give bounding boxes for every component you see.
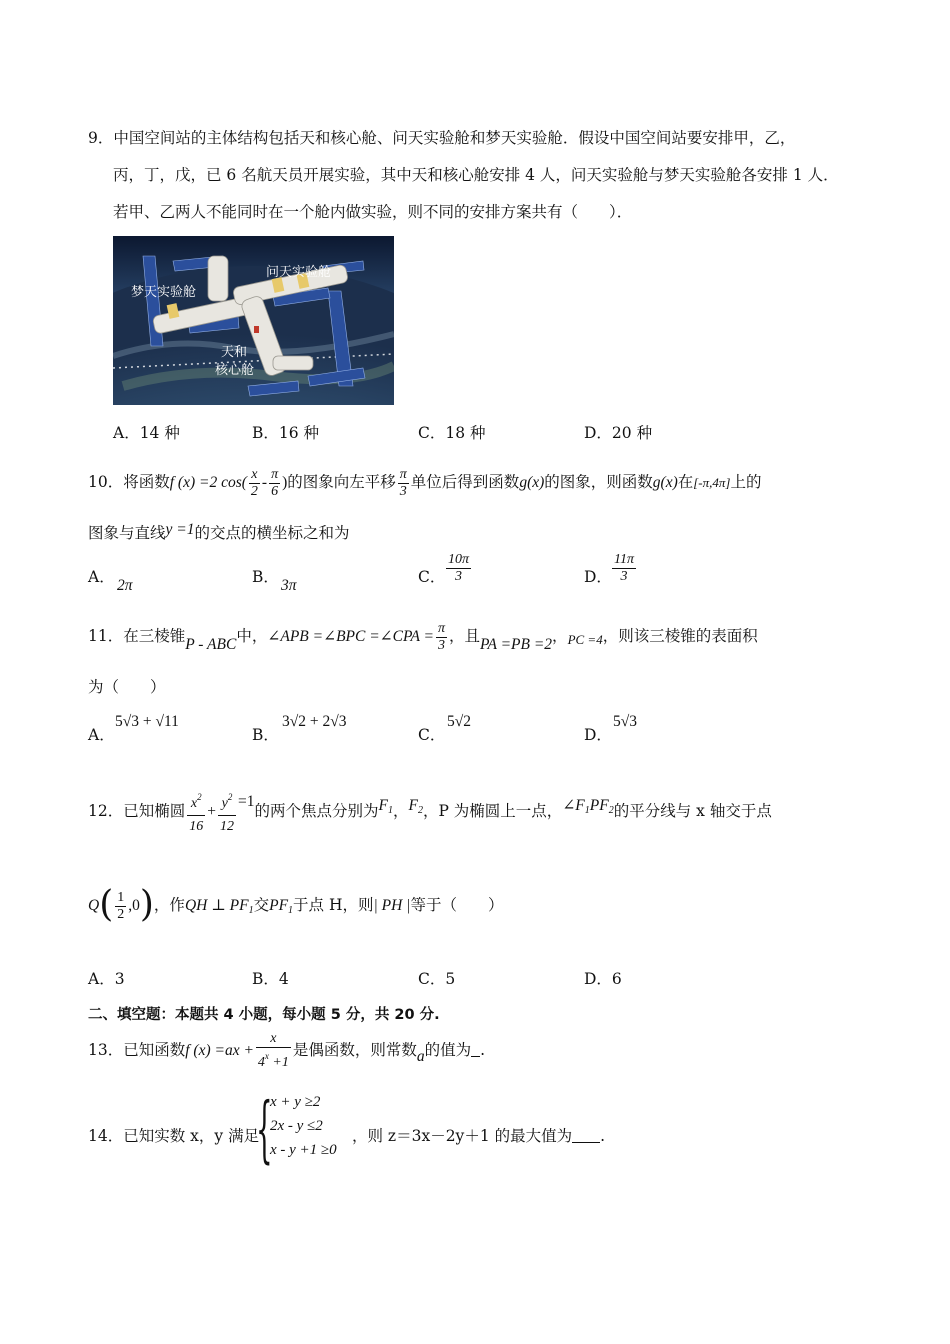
q13-den-tail: +1 [268, 1055, 289, 1070]
q11-opt-d-label: D． [584, 726, 612, 744]
q13-line [88, 1026, 485, 1074]
label-wentian: 问天实验舱 [266, 265, 332, 280]
q10-opt-c-label: C． [418, 568, 446, 586]
q12-f1: F [378, 797, 388, 814]
q12-qh-sub: 1 [248, 905, 254, 916]
label-tianhe-2: 核心舱 [215, 363, 255, 378]
q13-tail: 的值为 [424, 1041, 472, 1059]
q10-opt-a-label: A． [88, 568, 115, 586]
q11-pa: PA =PB =2 [480, 636, 553, 653]
q10-line2-a: 图象与直线 [88, 524, 166, 542]
q14-constraint-2: 2x - y ≤2 [270, 1118, 323, 1134]
q10-mid1: 的图象向左平移 [287, 473, 396, 491]
q12-sep: ， [392, 802, 409, 820]
q11-opt-a-label: A． [88, 726, 115, 744]
q11-line2: 为（ ） [88, 678, 166, 696]
q11-pc: PC =4 [567, 632, 603, 647]
q11-frac-num: π [438, 620, 446, 636]
label-mengtian: 梦天实验舱 [131, 285, 197, 300]
q10-prefix: 10．将函数 [88, 473, 170, 491]
q12-e-num1: x [190, 796, 198, 811]
q12-option-c: C．5 [418, 970, 456, 988]
q12-sq2: 2 [227, 792, 233, 802]
q12-f1-sub: 1 [387, 805, 393, 816]
q11-angles: ∠APB =∠BPC =∠CPA = [267, 628, 434, 645]
q10-minus: - [261, 474, 268, 491]
q10-opt-d-label: D． [584, 568, 612, 586]
q12-q-den: 2 [117, 906, 125, 922]
q11-opt-d: 5√3 [613, 713, 638, 730]
space-station-image [113, 236, 394, 405]
q12-angle-sub2: 2 [608, 805, 614, 816]
q9-option-d: D．20 种 [584, 424, 653, 442]
q12-pf: PF [269, 897, 289, 914]
q10-opt-d-num: 11π [614, 552, 634, 567]
q11-opt-b-label: B． [252, 726, 279, 744]
label-tianhe-1: 天和 [221, 345, 248, 360]
q12-pf-sub: 1 [288, 905, 294, 916]
q14-tail: ，则 z＝3x－2y＋1 的最大值为 [352, 1127, 573, 1145]
q12-angle-sub1: 1 [584, 805, 590, 816]
q14-brace: { [256, 1085, 273, 1171]
q9-line1: 9．中国空间站的主体结构包括天和核心舱、问天实验舱和梦天实验舱．假设中国空间站要安排甲，乙， [88, 129, 796, 147]
q13-mid: 是偶函数，则常数 [292, 1041, 417, 1059]
q10-frac3-num: π [399, 466, 407, 482]
q13-den: 4 [257, 1055, 265, 1070]
q10-line2-eq: y =1 [165, 521, 195, 538]
q11-mid1: 中， [236, 627, 268, 645]
q10-f-lhs: f (x) =2 cos( [169, 474, 247, 491]
q12-mid3: 的平分线与 x 轴交于点 [613, 802, 772, 820]
q12-line2-b: 交 [253, 896, 270, 914]
q12-q-label: Q [88, 897, 100, 914]
q14-constraint-3: x - y +1 ≥0 [270, 1142, 337, 1158]
q10-line2-b: 的交点的横坐标之和为 [194, 524, 350, 542]
q10-g2: g(x) [652, 474, 678, 491]
q11-opt-b: 3√2 + 2√3 [282, 713, 347, 730]
q10-opt-d [610, 552, 638, 585]
q10-line1 [88, 460, 762, 504]
q12-line2-c: 于点 H，则 [293, 896, 374, 914]
q10-frac2-den: 6 [271, 483, 279, 499]
q10-mid2: 单位后得到函数 [410, 473, 520, 491]
q12-sq1: 2 [197, 792, 202, 802]
q11-line1 [88, 614, 758, 658]
q13-a: a [416, 1048, 425, 1065]
q9-option-b: B．16 种 [252, 424, 320, 442]
q13-num: x [256, 1031, 291, 1048]
q13-den-sup: x [264, 1051, 269, 1061]
q12-e-num2: y [221, 796, 228, 811]
q11-opt-c: 5√2 [447, 713, 472, 730]
q12-mid2: ，P 为椭圆上一点， [422, 802, 563, 820]
q11-opt-a: 5√3 + √11 [115, 713, 179, 730]
q11-tail: ，则该三棱锥的表面积 [602, 627, 758, 645]
q12-prefix: 12．已知椭圆 [88, 802, 186, 820]
q13-answer-blank[interactable] [471, 1056, 480, 1057]
q14-end: . [600, 1127, 606, 1145]
q12-line2-a: ，作 [153, 896, 185, 914]
q12-q-num: 1 [117, 889, 125, 905]
q10-opt-c [444, 552, 473, 585]
q12-option-b: B．4 [252, 970, 289, 988]
q10-opt-d-den: 3 [620, 569, 628, 584]
q14-prefix: 14．已知实数 x，y 满足 [88, 1127, 260, 1145]
q10-frac2-num: π [271, 466, 279, 482]
q12-option-a: A．3 [88, 970, 125, 988]
q12-e-den2: 12 [219, 819, 234, 834]
q9-line2: 丙，丁，戊，已 6 名航天员开展实验，其中天和核心舱安排 4 人，问天实验舱与梦天实验舱各安排 1 人． [113, 166, 839, 184]
q9-option-a: A．14 种 [113, 424, 180, 442]
q14-tail-line [352, 1125, 605, 1147]
q10-opt-a: 2π [117, 577, 133, 594]
q12-angle-mid: PF [589, 797, 609, 814]
q11-comma: ， [552, 627, 568, 645]
q10-g1: g(x) [519, 474, 545, 491]
q12-eq1: =1 [237, 793, 255, 810]
q12-line1 [88, 770, 772, 834]
q14-constraint-1: x + y ≥2 [270, 1094, 321, 1110]
q12-ph: | PH | [373, 897, 411, 914]
q14-answer-blank[interactable] [572, 1142, 600, 1143]
q12-mid1: 的两个焦点分别为 [254, 802, 379, 820]
q10-interval: [-π,4π] [693, 475, 731, 490]
q12-plus: + [207, 803, 216, 820]
q10-frac1-num: x [249, 467, 260, 484]
q11-frac-den: 3 [438, 637, 445, 653]
q12-qh: QH ⊥ PF [184, 897, 249, 914]
q13-end: . [480, 1041, 486, 1059]
q13-f: f (x) =ax + [185, 1042, 254, 1059]
q10-line2 [88, 519, 350, 544]
q12-line2: Q( $\frac{1}{2}$ ,0)，作QH ⊥ $PF_1$交$PF_1$于点 H，则| PH |等于（ ） [88, 884, 504, 925]
q10-opt-b-label: B． [252, 568, 279, 586]
q10-opt-c-num: 10π [448, 552, 470, 567]
q10-mid5: 上的 [730, 473, 762, 491]
q10-frac3-den: 3 [399, 483, 407, 499]
q10-rparen: ) [282, 474, 288, 491]
q10-opt-b: 3π [281, 577, 297, 594]
q11-opt-c-label: C． [418, 726, 446, 744]
q12-q-rest: ,0 [128, 897, 140, 914]
q10-mid3: 的图象，则函数 [544, 473, 653, 491]
q13-prefix: 13．已知函数 [88, 1041, 186, 1059]
section-2-heading: 二、填空题：本题共 4 小题，每小题 5 分，共 20 分. [88, 1007, 440, 1023]
q11-prefix: 11．在三棱锥 [88, 627, 186, 645]
q12-option-d: D．6 [584, 970, 622, 988]
q12-angle: ∠F [562, 797, 585, 814]
q12-f2-sub: 2 [417, 805, 423, 816]
q11-pyramid: P - ABC [185, 636, 237, 653]
q10-opt-c-den: 3 [455, 569, 462, 584]
q10-mid4: 在 [677, 473, 694, 491]
q12-line2-d: 等于（ ） [410, 896, 504, 914]
q11-mid2: ，且 [449, 627, 481, 645]
q12-f2: F [408, 797, 418, 814]
q9-option-c: C．18 种 [418, 424, 486, 442]
q9-line3: 若甲、乙两人不能同时在一个舱内做实验，则不同的安排方案共有（ ）． [113, 203, 633, 221]
q10-frac1-den: 2 [250, 483, 258, 499]
q12-e-den1: 16 [189, 819, 204, 834]
